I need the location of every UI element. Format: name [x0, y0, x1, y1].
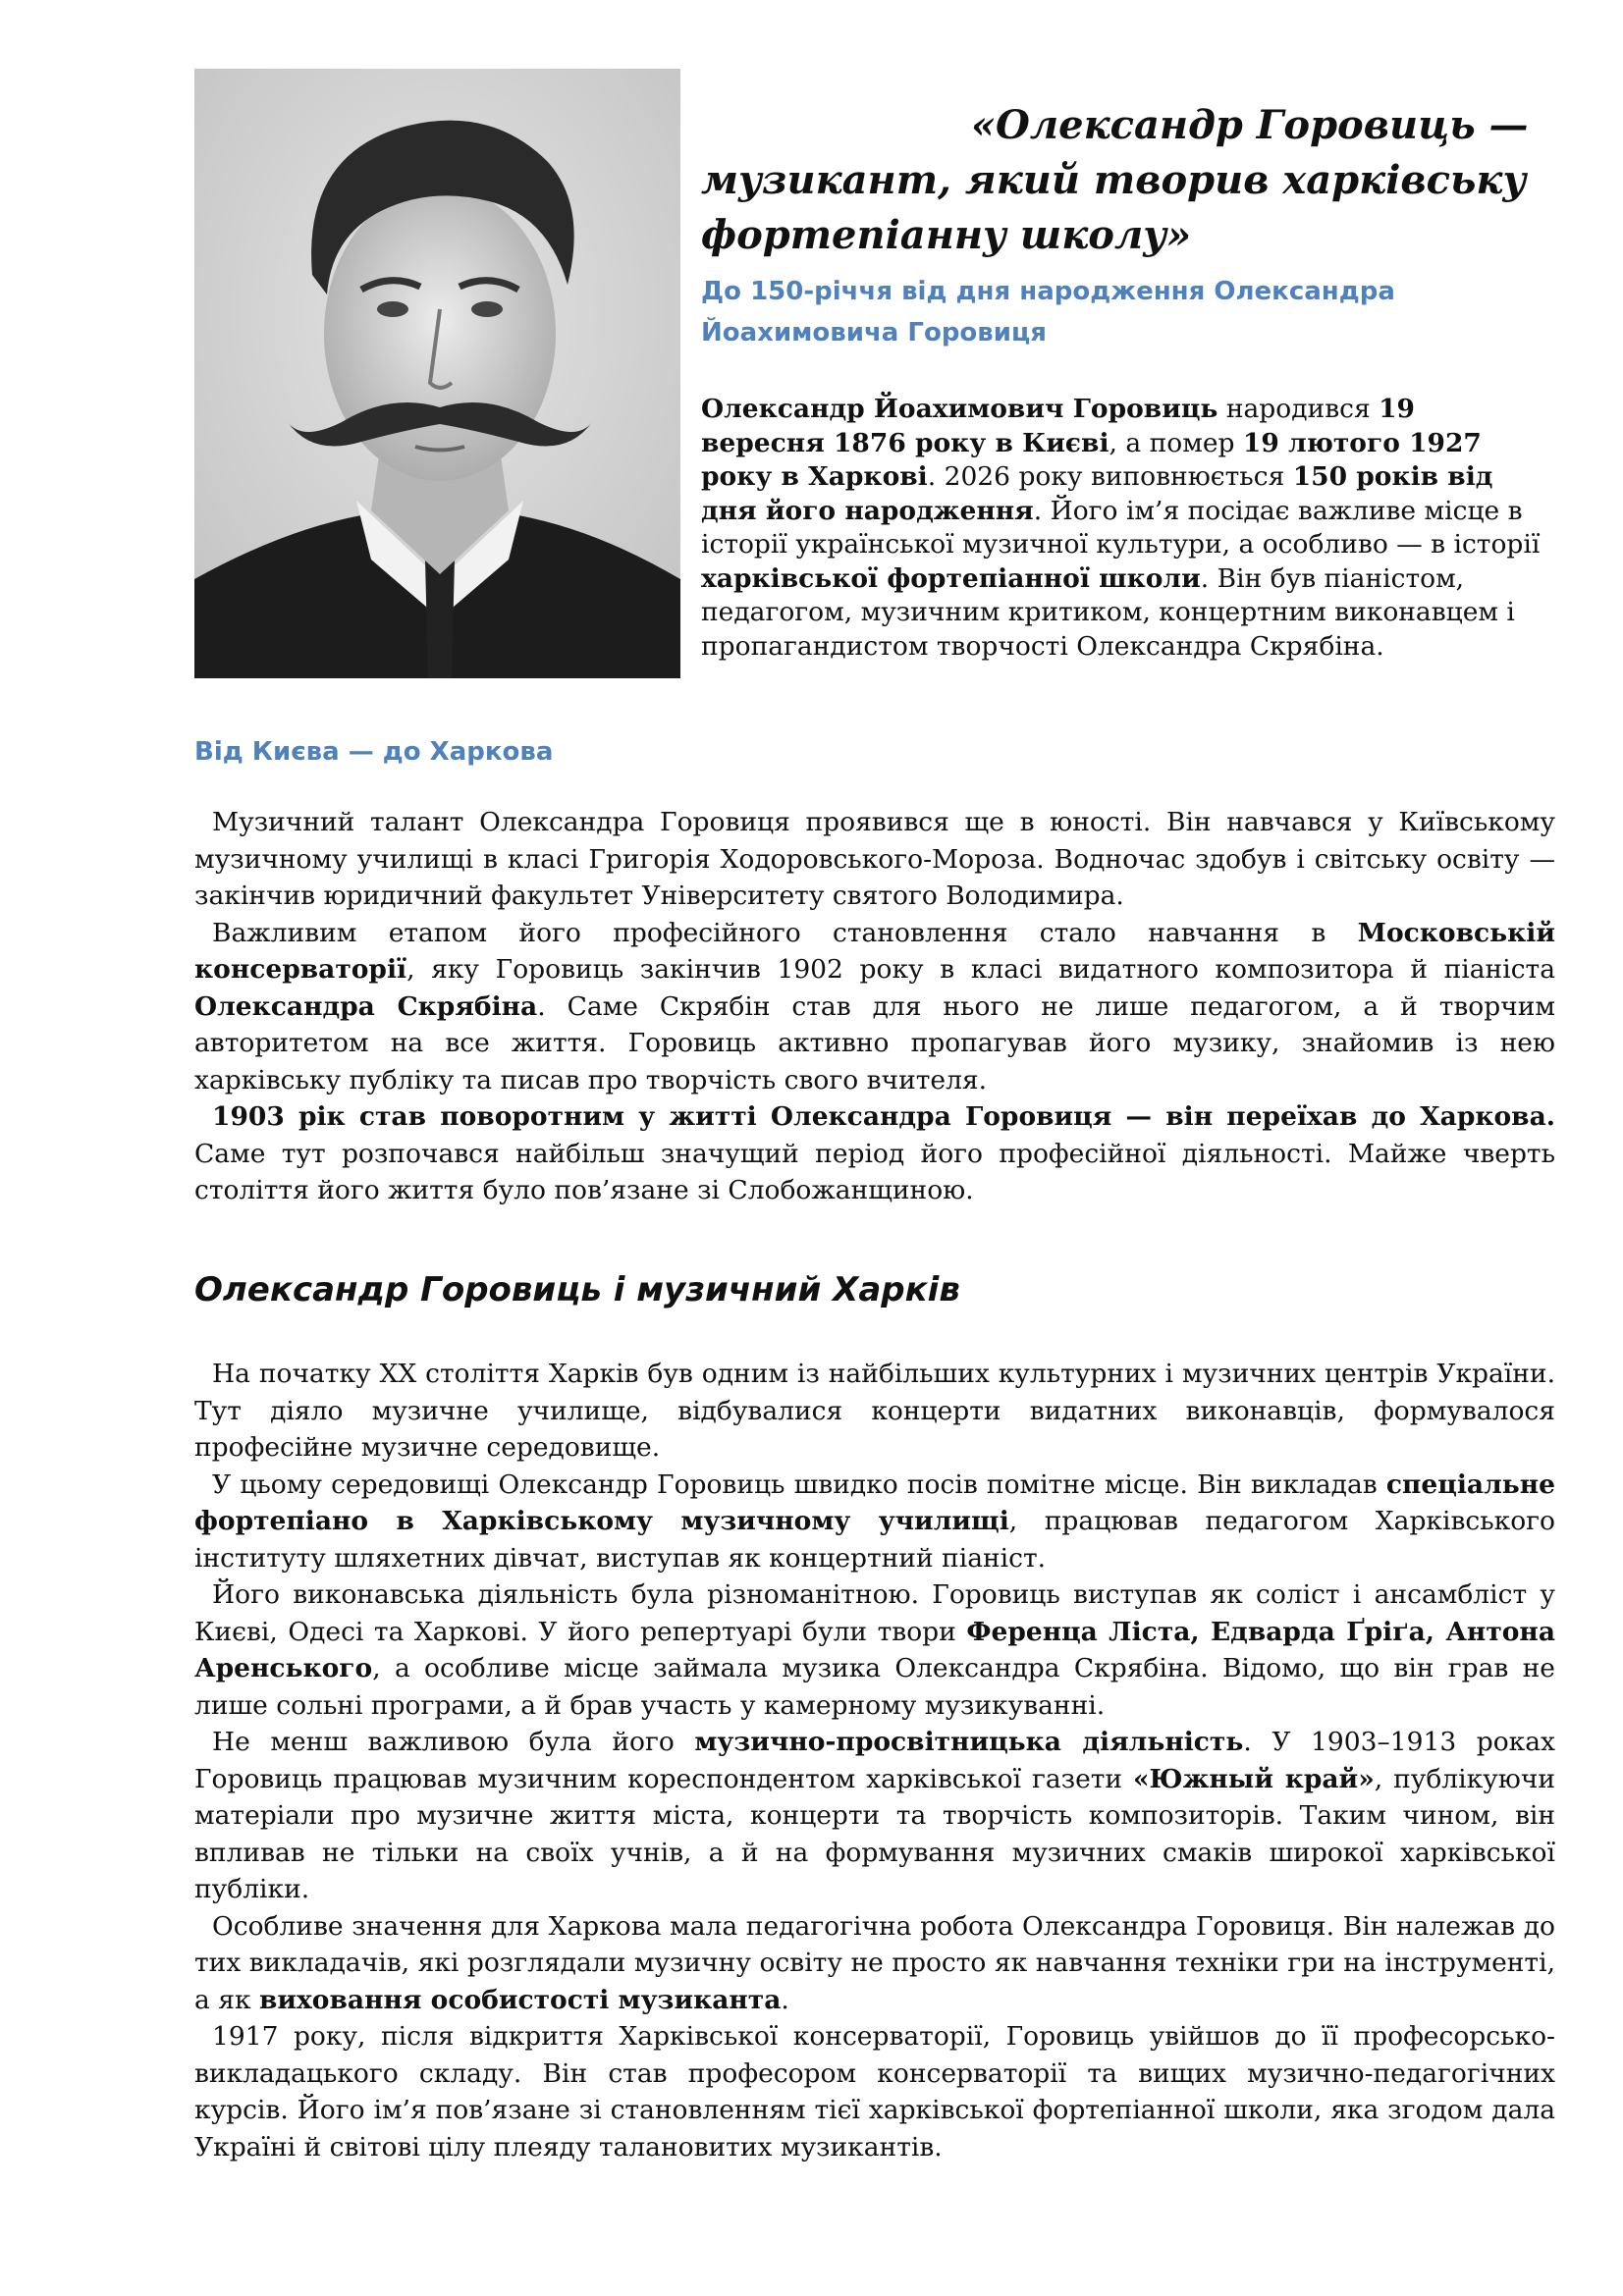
paragraph [194, 2018, 1555, 2165]
portrait-photo [194, 69, 680, 678]
paragraph-text: 1917 року, після відкриття Харківської консерваторії, Горовиць увійшов до її професорсько-викладацького складу. Він став професором консерваторії та вищих музично-педагогічних курсів. Його ім’я пов’язане зі становленням тієї харківської фортепіанної школи, яка згодом дала Україні й світові цілу плеяду талановитих музикантів. [194, 2021, 1555, 2163]
intro-birth: 19 вересня 1876 року в Києві [701, 394, 1415, 458]
section1-body [194, 804, 1555, 1209]
title-line-3: фортепіанну школу» [701, 212, 1192, 258]
bold-text: 1903 рік став поворотним у житті Олександра Горовиця — він переїхав до Харкова. [212, 1101, 1555, 1132]
paragraph-text: Не менш важливою була його [212, 1727, 695, 1757]
paragraph-text: На початку XX століття Харків був одним із найбільших культурних і музичних центрів України. Тут діяло музичне училище, відбувалися концерти видатних виконавців, формувалося професійне музичне середовище. [194, 1359, 1555, 1463]
paragraph [194, 1908, 1555, 2019]
intro-text-1: народився [1217, 394, 1380, 424]
paragraph-text: , яку Горовиць закінчив 1902 року в класі видатного композитора й піаніста [406, 954, 1555, 985]
title-line-1: «Олександр Горовиць — [971, 102, 1529, 148]
intro-death: 19 лютого 1927 року в Харкові [701, 427, 1482, 492]
paragraph-text: Важливим етапом його професійного становлення стало навчання в [212, 917, 1358, 948]
intro-text-2: , а помер [1109, 427, 1243, 458]
bold-text: Московській консерваторії [194, 917, 1555, 985]
paragraph [194, 1356, 1555, 1467]
bold-text: музично-просвітницька діяльність [694, 1727, 1244, 1757]
paragraph-text: У цьому середовищі Олександр Горовиць швидко посів помітне місце. Він викладав [212, 1468, 1386, 1500]
paragraph [194, 804, 1555, 915]
paragraph [194, 915, 1555, 1099]
section-heading-musical-kharkiv: Олександр Горовиць і музичний Харків [194, 1270, 960, 1309]
paragraph [194, 1467, 1555, 1577]
subtitle-line-1: До 150-річчя від дня народження Олександра [701, 277, 1395, 306]
paragraph-text: , працював педагогом Харківського інституту шляхетних дівчат, виступав як концертний піаніст. [194, 1506, 1555, 1574]
paragraph-text: Музичний талант Олександра Горовиця проявився ще в юності. Він навчався у Київському музичному училищі в класі Григорія Ходоровського-Мороза. Водночас здобув і світську освіту — закінчив юридичний факультет Університету святого Володимира. [194, 807, 1555, 911]
paragraph [194, 1724, 1555, 1908]
paragraph-text: . [781, 1984, 789, 2015]
subtitle-line-2: Йоахимовича Горовиця [701, 318, 1047, 347]
paragraph-text: , а особливе місце займала музика Олександра Скрябіна. Відомо, що він грав не лише сольні програми, а й брав участь у камерному музикуванні. [194, 1653, 1555, 1721]
bold-text: виховання особистості музиканта [258, 1984, 782, 2015]
intro-name: Олександр Йоахимович Горовиць [701, 394, 1218, 424]
portrait-illustration [194, 69, 680, 678]
paragraph-text: Особливе значення для Харкова мала педагогічна робота Олександра Горовиця. Він належав до тих викладачів, які розглядали музичну освіту не просто як навчання техніки гри на інструменті, а як [194, 1910, 1555, 2015]
intro-text-5: . Він був піаністом, педагогом, музичним критиком, концертним виконавцем і пропагандистом творчості Олександра Скрябіна. [701, 562, 1515, 662]
article-title [701, 98, 1545, 263]
paragraph-text: . У 1903–1913 роках Горовиць працював музичним кореспондентом харківської газети [194, 1727, 1555, 1794]
paragraph-text: , публікуючи матеріали про музичне життя міста, концерти та творчість композиторів. Таким чином, він впливав не тільки на своїх учнів, а й на формування музичних смаків широкої харківської публіки. [194, 1763, 1555, 1904]
bold-text: «Южный край» [1132, 1763, 1375, 1794]
paragraph-text: Саме тут розпочався найбільш значущий період його професійної діяльності. Майже чверть століття його життя було пов’язане зі Слобожанщиною. [194, 1138, 1555, 1205]
intro-anniversary: 150 років від дня його народження [701, 461, 1493, 526]
bold-text: Ференца Ліста, Едварда Ґріґа, Антона Аренського [194, 1616, 1555, 1683]
title-line-2: музикант, який творив харківську [701, 157, 1527, 203]
section-heading-kyiv-kharkiv: Від Києва — до Харкова [194, 737, 554, 767]
bold-text: Олександра Скрябіна [194, 990, 538, 1022]
intro-text-3: . 2026 року виповнюється [927, 461, 1293, 492]
section2-body [194, 1356, 1555, 2165]
intro-paragraph [701, 393, 1541, 664]
paragraph [194, 1576, 1555, 1724]
paragraph-text: . Саме Скрябін став для нього не лише педагогом, а й творчим авторитетом на все життя. Горовиць активно пропагував його музику, знайомив із нею харківську публіку та писав про творчість свого вчителя. [194, 990, 1555, 1095]
intro-text-4: . Його ім’я посідає важливе місце в історії української музичної культури, а особливо — в історії [701, 495, 1541, 560]
article-subtitle [701, 271, 1408, 353]
paragraph-text: Його виконавська діяльність була різноманітною. Горовиць виступав як соліст і ансамбліст у Києві, Одесі та Харкові. У його репертуарі були твори [194, 1579, 1555, 1647]
intro-school: харківської фортепіанної школи [701, 562, 1201, 594]
bold-text: спеціальне фортепіано в Харківському музичному училищі [194, 1468, 1555, 1536]
paragraph [194, 1098, 1555, 1209]
